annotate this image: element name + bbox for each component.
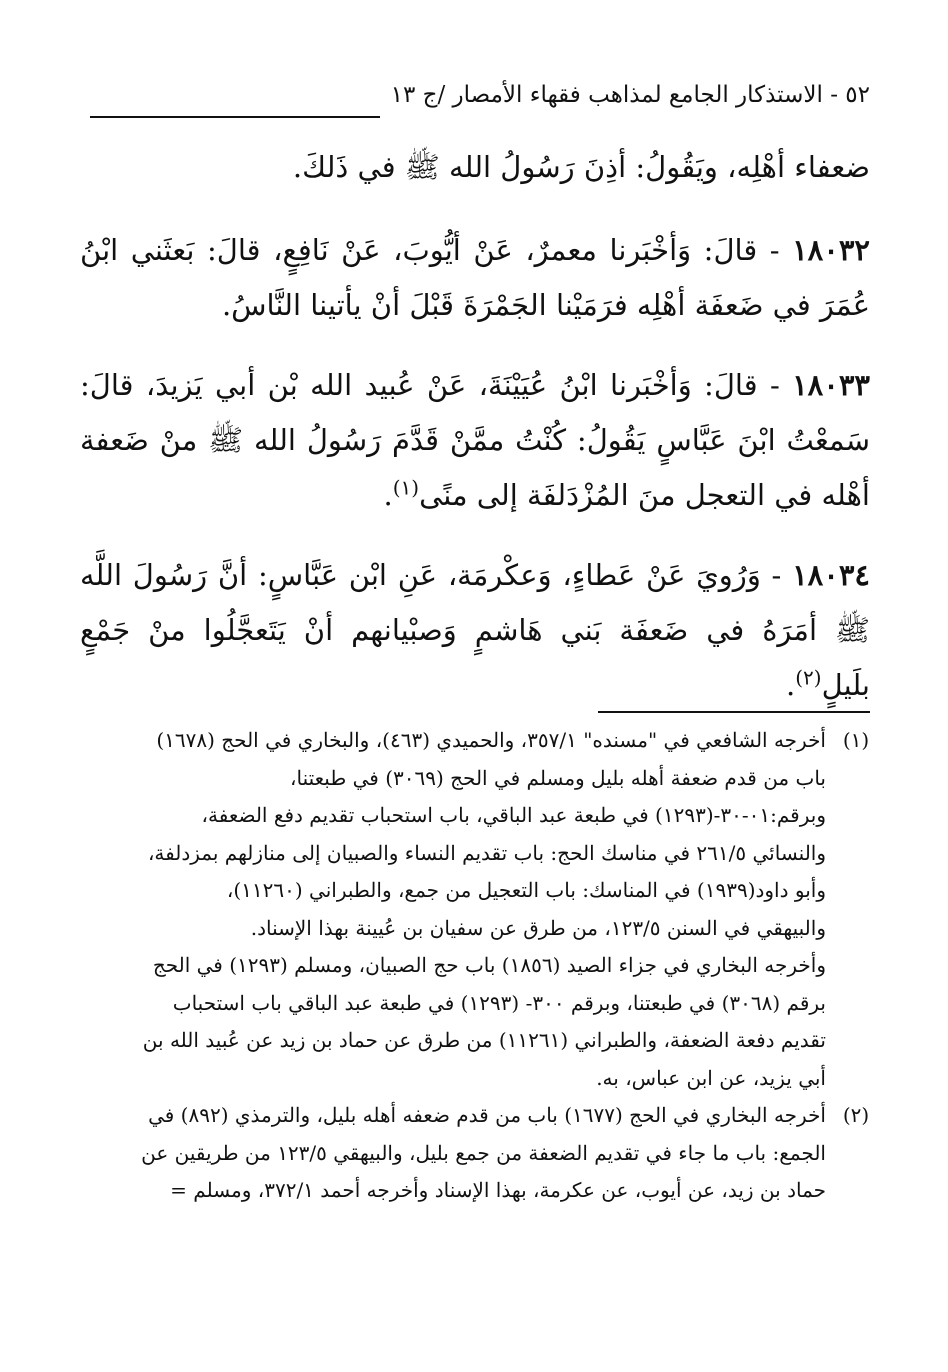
footnote-line: وبرقم:٠١-٣٠-(١٢٩٣) في طبعة عبد الباقي، باب استحباب تقديم دفع الضعفة، [201, 803, 826, 827]
paragraph-text: - قالَ: وَأخْبَرنا ابْنُ عُيَيْنَةَ، عَنْ عُبيد الله بْن أبي يَزيدَ، قالَ: سَمعْتُ ابْنَ عَبَّاسٍ يَقُولُ: كُنْتُ ممَّنْ قَدَّمَ رَسُولُ الله ﷺ منْ ضَعفة أهْله في التعجل منَ المُزْدَلفَة إلى منًى [80, 368, 870, 512]
footnote-line: تقديم دفعة الضعفة، والطبراني (١١٢٦١) من طرق عن حماد بن زيد عن عُبيد الله بن [142, 1028, 826, 1052]
paragraph-text: - قالَ: وَأخْبَرنا معمرٌ، عَنْ أيُّوبَ، عَنْ نَافِعٍ، قالَ: بَعثَني ابْنُ عُمَرَ في ضَعفَة أهْلِه فرَمَيْنا الجَمْرَةَ قَبْلَ أنْ يأتينا النَّاسُ. [80, 233, 870, 322]
footnote-line: والبيهقي في السنن ١٢٣/٥، من طرق عن سفيان بن عُيينة بهذا الإسناد. [250, 915, 826, 940]
hadith-number: ١٨٠٣٣ [792, 368, 870, 402]
footnote-line: أبي يزيد، عن ابن عباس، به. [596, 1065, 826, 1090]
footnote-rule [598, 711, 870, 713]
footnote [100, 1097, 878, 1210]
paragraph [80, 223, 870, 333]
footnote-ref[interactable]: (٢) [795, 665, 822, 690]
footnote-line: أخرجه البخاري في الحج (١٦٧٧) باب من قدم ضعفه أهله بليل، والترمذي (٨٩٢) في [148, 1103, 826, 1127]
footnote-line: الجمع: باب ما جاء في تقديم الضعفة من جمع بليل، والبيهقي ١٢٣/٥ من طريقين عن [141, 1140, 826, 1165]
footnote-number: (١) [842, 728, 870, 752]
footnote-line: أخرجه الشافعي في "مسنده" ٣٥٧/١، والحميدي (٤٦٣)، والبخاري في الحج (١٦٧٨) [156, 728, 826, 752]
footnote-continuation [100, 947, 878, 1097]
footnote-line: وأبو داود(١٩٣٩) في المناسك: باب التعجيل من جمع، والطبراني (١١٢٦٠)، [226, 878, 826, 902]
footnote-line: باب من قدم ضعفة أهله بليل ومسلم في الحج (٣٠٦٩) في طبعتنا، [290, 765, 826, 790]
footnote-line: وأخرجه البخاري في جزاء الصيد (١٨٥٦) باب حج الصبيان، ومسلم (١٢٩٣) في الحج [152, 953, 826, 977]
paragraph: ١٨٠٣٤ - وَرُويَ عَنْ عَطاءٍ، وَعكْرمَة، عَنِ ابْن عَبَّاسٍ: أنَّ رَسُولَ اللَّه ﷺ أمَرَهُ في ضَعفَة بَني هَاشمٍ وَصبْيانهم أنْ يَتَعجَّلُوا منْ جَمْعٍ بلَيلٍ$^{(٢)}$. [80, 558, 870, 702]
hadith-number: ١٨٠٣٤ [792, 558, 870, 592]
header-rule [90, 116, 380, 118]
footnote-line: برقم (٣٠٦٨) في طبعتنا، وبرقم ٣٠٠- (١٢٩٣) في طبعة عبد الباقي باب استحباب [172, 990, 826, 1015]
main-text [80, 140, 870, 738]
footnote [100, 722, 878, 947]
paragraph-text: ضعفاء أهْلِه، ويَقُولُ: أذِنَ رَسُولُ الله ﷺ في ذَلكَ. [292, 150, 870, 184]
footnote-line: والنسائي ٢٦١/٥ في مناسك الحج: باب تقديم النساء والصبيان إلى منازلهم بمزدلفة، [147, 840, 826, 865]
hadith-number: ١٨٠٣٢ [792, 233, 870, 267]
footnote-line: حماد بن زيد، عن أيوب، عن عكرمة، بهذا الإسناد وأخرجه أحمد ٣٧٢/١، ومسلم = [170, 1178, 826, 1202]
running-header [90, 82, 870, 128]
footnote-ref[interactable]: (١) [392, 475, 420, 500]
paragraph [80, 140, 870, 195]
paragraph: ١٨٠٣٣ - قالَ: وَأخْبَرنا ابْنُ عُيَيْنَةَ، عَنْ عُبيد الله بْن أبي يَزيدَ، قالَ: سَمعْتُ ابْنَ عَبَّاسٍ يَقُولُ: كُنْتُ ممَّنْ قَدَّمَ رَسُولُ الله ﷺ منْ ضَعفة أهْله في التعجل منَ المُزْدَلفَة إلى منًى$^{(١)}$. [80, 368, 870, 512]
paragraph-text: - وَرُويَ عَنْ عَطاءٍ، وَعكْرمَة، عَنِ ابْن عَبَّاسٍ: أنَّ رَسُولَ اللَّه ﷺ أمَرَهُ في ضَعفَة بَني هَاشمٍ وَصبْيانهم أنْ يَتَعجَّلُوا منْ جَمْعٍ بلَيلٍ [80, 558, 870, 702]
footnote-number: (٢) [842, 1103, 870, 1127]
footnotes [100, 722, 878, 1210]
header-title: ٥٢ - الاستذكار الجامع لمذاهب فقهاء الأمصار /ج ١٣ [390, 82, 870, 108]
